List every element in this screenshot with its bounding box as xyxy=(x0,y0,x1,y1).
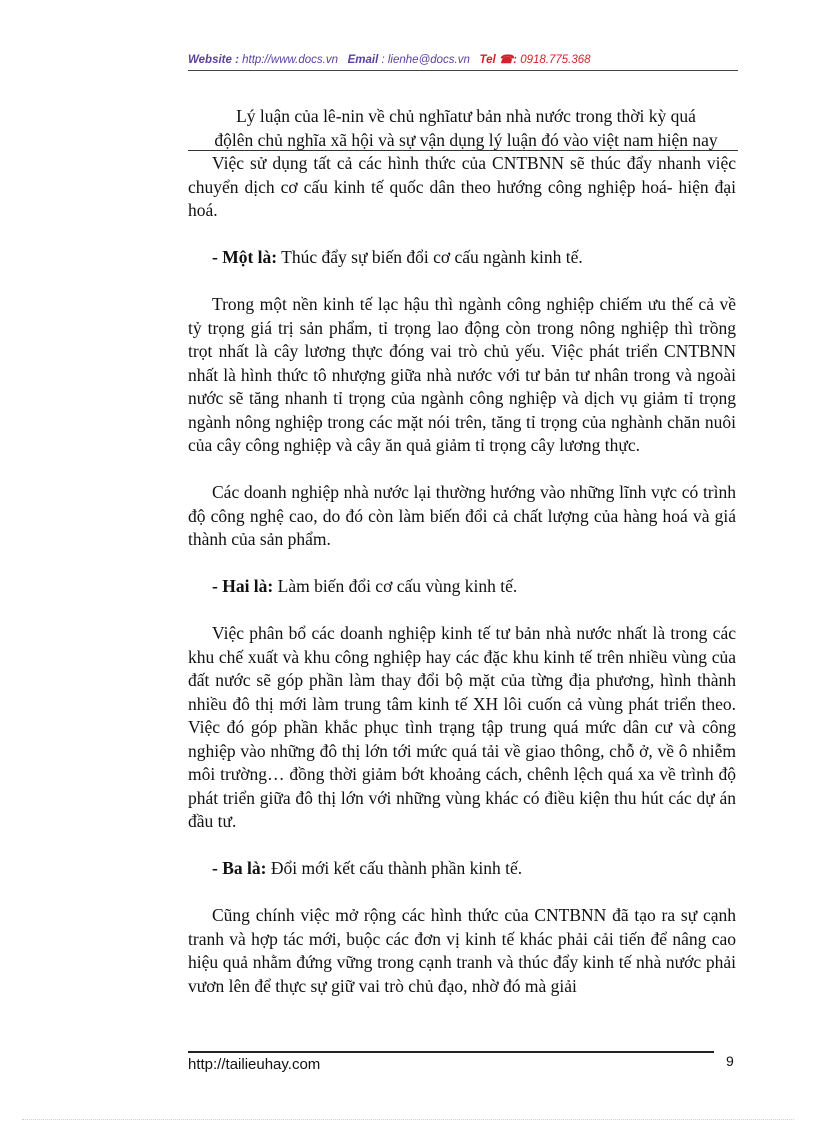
section-heading-1 xyxy=(188,246,736,270)
paragraph-5: Cũng chính việc mở rộng các hình thức của CNTBNN đã tạo ra sự cạnh tranh và hợp tác mới, buộc các đơn vị kinh tế khác phải cải tiến để nâng cao hiệu quả nhằm đứng vững trong cạnh tranh và thúc đẩy kinh tế nhà nước phải vươn lên để thực sự giữ vai trò chủ đạo, nhờ đó mà giải xyxy=(188,905,736,996)
heading-2-label: - Hai là: xyxy=(212,576,274,596)
paragraph-1: Việc sử dụng tất cả các hình thức của CNTBNN sẽ thúc đẩy nhanh việc chuyển dịch cơ cấu kinh tế quốc dân theo hướng công nghiệp hoá- hiện đại hoá. xyxy=(188,153,736,220)
title-divider xyxy=(188,150,738,151)
section-heading-2 xyxy=(188,575,736,599)
heading-1-text: Thúc đẩy sự biến đổi cơ cấu ngành kinh tế. xyxy=(277,247,583,267)
footer-link[interactable]: http://tailieuhay.com xyxy=(188,1056,321,1073)
paragraph-3: Các doanh nghiệp nhà nước lại thường hướng vào những lĩnh vực có trình độ công nghệ cao, do đó còn làm biến đổi cả chất lượng của hàng hoá và giá thành của sản phẩm. xyxy=(188,482,736,549)
title-line-1: Lý luận của lê-nin về chủ nghĩatư bản nhà nước trong thời kỳ quá xyxy=(236,106,696,126)
email-link[interactable]: : lienhe@docs.vn xyxy=(381,54,470,66)
page-number: 9 xyxy=(726,1053,734,1069)
heading-3-label: - Ba là: xyxy=(212,858,267,878)
paragraph-4: Việc phân bổ các doanh nghiệp kinh tế tư bản nhà nước nhất là trong các khu chế xuất và khu công nghiệp hay các đặc khu kinh tế trên nhiều vùng của đất nước sẽ góp phần làm thay đổi bộ mặt của từng địa phương, hình thành nhiều đô thị mới làm trung tâm kinh tế XH lôi cuốn cả vùng phát triển theo. Việc đó góp phần khắc phục tình trạng tập trung quá mức dân cư và công nghiệp vào những đô thị lớn tới mức quá tải về giao thông, chỗ ở, về ô nhiễm môi trường… đồng thời giảm bớt khoảng cách, chênh lệch quá xa về trình độ phát triển giữa đô thị lớn với những vùng khác có điều kiện thu hút các dự án đầu tư. xyxy=(188,623,736,831)
footer-divider xyxy=(188,1051,714,1053)
page-edge xyxy=(22,1119,794,1120)
heading-2-text: Làm biến đổi cơ cấu vùng kinh tế. xyxy=(273,576,518,596)
section-heading-3 xyxy=(188,857,736,881)
heading-1-label: - Một là: xyxy=(212,247,278,267)
header-divider xyxy=(188,70,738,71)
tel-label: Tel ☎: xyxy=(479,54,518,66)
heading-3-text: Đổi mới kết cấu thành phần kinh tế. xyxy=(266,858,523,878)
title-line-2: độlên chủ nghĩa xã hội và sự vận dụng lý luận đó vào việt nam hiện nay xyxy=(214,130,718,150)
website-link[interactable]: http://www.docs.vn xyxy=(242,54,338,66)
page-header xyxy=(188,52,738,66)
website-label: Website : xyxy=(188,54,239,66)
document-body xyxy=(188,152,736,1022)
paragraph-2: Trong một nền kinh tế lạc hậu thì ngành công nghiệp chiếm ưu thế cả về tỷ trọng giá trị sản phẩm, tỉ trọng lao động còn trong nông nghiệp thì trồng trọt nhất là cây lương thực đóng vai trò chủ yếu. Việc phát triển CNTBNN nhất là hình thức tô nhượng giữa nhà nước với tư bản tư nhân trong và ngoài nước sẽ tăng nhanh tỉ trọng của ngành công nghiệp và dịch vụ giảm tỉ trọng ngành nông nghiệp trong các mặt nói trên, tăng tỉ trọng của nghành chăn nuôi của cây công nghiệp và cây ăn quả giảm tỉ trọng cây lương thực. xyxy=(188,294,736,455)
email-label: Email xyxy=(347,54,379,66)
tel-value: 0918.775.368 xyxy=(520,54,591,66)
document-title xyxy=(188,104,744,152)
